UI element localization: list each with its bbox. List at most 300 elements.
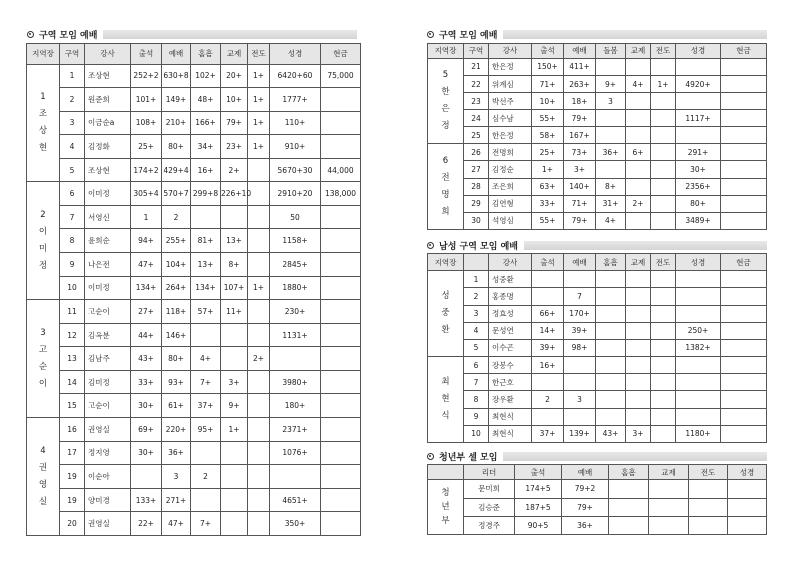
value-cell: 264+ [162, 276, 191, 300]
value-cell [248, 300, 270, 324]
value-cell: 16+ [191, 158, 221, 182]
value-cell [676, 391, 721, 408]
value-cell: 1+ [221, 418, 248, 442]
region-leader-char: 환 [441, 325, 450, 336]
value-cell: 3+ [564, 161, 596, 178]
value-cell [651, 425, 676, 442]
leader-name-cell: 김승준 [464, 498, 515, 516]
value-cell: 8+ [221, 253, 248, 277]
column-header: 현금 [721, 44, 767, 59]
column-header: 지역장 [428, 44, 464, 59]
value-cell: 250+ [676, 322, 721, 339]
teacher-name-cell: 고순이 [85, 394, 131, 418]
value-cell: 61+ [162, 394, 191, 418]
column-header: 출석 [532, 254, 564, 271]
column-header [464, 254, 489, 271]
table-row [27, 135, 361, 159]
value-cell: 6+ [626, 144, 651, 161]
group-number-cell: 2 [60, 88, 85, 112]
value-cell [651, 178, 676, 195]
group-number-cell: 27 [464, 161, 489, 178]
value-cell [609, 480, 649, 498]
value-cell [321, 300, 361, 324]
teacher-name-cell: 한근호 [489, 374, 532, 391]
region-leader-char: 한 [441, 87, 450, 98]
value-cell [676, 288, 721, 305]
region-leader-char: 미 [38, 243, 48, 254]
teacher-name-cell: 양미경 [85, 488, 131, 512]
teacher-name-cell: 조상현 [85, 158, 131, 182]
group-label-cell [428, 480, 464, 535]
value-cell [626, 161, 651, 178]
teacher-name-cell: 전명희 [489, 144, 532, 161]
value-cell: 18+ [564, 93, 596, 110]
column-header: 현금 [721, 254, 767, 271]
teacher-name-cell: 나은전 [85, 253, 131, 277]
column-header: 출석 [532, 44, 564, 59]
value-cell [676, 93, 721, 110]
region-leader-char: 전 [441, 172, 450, 183]
column-header: 강사 [489, 44, 532, 59]
value-cell: 48+ [191, 88, 221, 112]
group-number-cell: 6 [60, 182, 85, 206]
title-bar-decoration [103, 30, 357, 39]
value-cell [564, 408, 596, 425]
value-cell [626, 357, 651, 374]
table-row [428, 425, 767, 442]
value-cell: 31+ [596, 195, 626, 212]
value-cell: 80+ [162, 347, 191, 371]
column-header: 현금 [321, 44, 361, 65]
group-number-cell: 14 [60, 370, 85, 394]
group-number-cell: 2 [464, 288, 489, 305]
region-leader-cell [27, 300, 60, 418]
value-cell [248, 323, 270, 347]
value-cell [676, 305, 721, 322]
value-cell: 55+ [532, 110, 564, 127]
table-row [428, 288, 767, 305]
value-cell: 3980+ [270, 370, 321, 394]
value-cell [626, 271, 651, 288]
value-cell [596, 110, 626, 127]
column-header: 강사 [85, 44, 131, 65]
value-cell: 79+ [564, 212, 596, 229]
value-cell: 43+ [131, 347, 162, 371]
value-cell [221, 441, 248, 465]
region-leader-char: 성 [441, 291, 450, 302]
group-number-cell: 30 [464, 212, 489, 229]
value-cell: 108+ [131, 111, 162, 135]
teacher-name-cell: 고순이 [85, 300, 131, 324]
region-leader-char: 고 [38, 344, 48, 355]
right-top-section-header [427, 27, 767, 41]
value-cell: 305+4 [131, 182, 162, 206]
teacher-name-cell: 한은정 [489, 127, 532, 144]
value-cell [626, 212, 651, 229]
table-row [428, 374, 767, 391]
bullet-circle-icon [427, 242, 434, 249]
value-cell: 11+ [221, 300, 248, 324]
value-cell [321, 370, 361, 394]
table-row [27, 300, 361, 324]
teacher-name-cell: 김연형 [489, 195, 532, 212]
teacher-name-cell: 최현식 [489, 408, 532, 425]
value-cell: 133+ [131, 488, 162, 512]
value-cell [596, 305, 626, 322]
value-cell [221, 512, 248, 536]
region-leader-char: 권 [38, 462, 48, 473]
value-cell [596, 288, 626, 305]
value-cell: 37+ [191, 394, 221, 418]
value-cell [131, 465, 162, 489]
value-cell: 230+ [270, 300, 321, 324]
value-cell [191, 441, 221, 465]
header-row [428, 254, 767, 271]
value-cell: 30+ [131, 441, 162, 465]
value-cell [321, 323, 361, 347]
value-cell [649, 498, 689, 516]
leader-name-cell: 정경주 [464, 516, 515, 534]
value-cell: 174+2 [131, 158, 162, 182]
value-cell [721, 288, 767, 305]
value-cell: 1131+ [270, 323, 321, 347]
value-cell [321, 394, 361, 418]
value-cell [191, 488, 221, 512]
value-cell: 44+ [131, 323, 162, 347]
value-cell: 3489+ [676, 212, 721, 229]
table-row [428, 322, 767, 339]
value-cell [651, 127, 676, 144]
group-label-char: 부 [441, 516, 450, 527]
value-cell [721, 75, 767, 92]
value-cell [609, 498, 649, 516]
table-row [428, 391, 767, 408]
value-cell: 1076+ [270, 441, 321, 465]
left-table [26, 43, 361, 536]
column-header: 출석 [515, 465, 562, 480]
region-leader-char: 현 [441, 394, 450, 405]
value-cell [321, 205, 361, 229]
group-number-cell: 6 [464, 357, 489, 374]
table-row [27, 276, 361, 300]
value-cell: 71+ [532, 75, 564, 92]
teacher-name-cell: 김정화 [85, 135, 131, 159]
value-cell [676, 374, 721, 391]
teacher-name-cell: 원준희 [85, 88, 131, 112]
group-number-cell: 3 [464, 305, 489, 322]
value-cell [651, 195, 676, 212]
group-number-cell: 11 [60, 300, 85, 324]
value-cell: 1+ [651, 75, 676, 92]
value-cell: 140+ [564, 178, 596, 195]
value-cell [248, 394, 270, 418]
table-row [428, 195, 767, 212]
region-leader-char: 현 [38, 142, 48, 153]
group-number-cell: 16 [60, 418, 85, 442]
teacher-name-cell: 권영실 [85, 418, 131, 442]
value-cell: 101+ [131, 88, 162, 112]
teacher-name-cell: 조은희 [489, 178, 532, 195]
value-cell: 118+ [162, 300, 191, 324]
value-cell: 146+ [162, 323, 191, 347]
value-cell: 1+ [248, 111, 270, 135]
group-number-cell: 13 [60, 347, 85, 371]
teacher-name-cell: 문성연 [489, 322, 532, 339]
value-cell [626, 110, 651, 127]
value-cell [721, 195, 767, 212]
right-bottom-table [427, 464, 767, 535]
value-cell: 73+ [564, 144, 596, 161]
value-cell: 910+ [270, 135, 321, 159]
value-cell: 2 [191, 465, 221, 489]
column-header: 전도 [651, 254, 676, 271]
column-header: 출석 [131, 44, 162, 65]
table-row [428, 408, 767, 425]
group-label-char: 청 [441, 488, 450, 499]
value-cell [321, 418, 361, 442]
value-cell [728, 516, 767, 534]
right-top-section-title: 구역 모임 예배 [439, 30, 498, 41]
value-cell [676, 408, 721, 425]
value-cell: 4+ [596, 212, 626, 229]
value-cell: 47+ [131, 253, 162, 277]
group-number-cell: 8 [464, 391, 489, 408]
table-row [428, 144, 767, 161]
value-cell [596, 391, 626, 408]
region-leader-char: 은 [441, 104, 450, 115]
value-cell [270, 347, 321, 371]
value-cell: 79+ [562, 498, 609, 516]
value-cell: 80+ [162, 135, 191, 159]
value-cell: 79+ [221, 111, 248, 135]
value-cell [221, 347, 248, 371]
value-cell: 90+5 [515, 516, 562, 534]
teacher-name-cell: 김미정 [85, 370, 131, 394]
table-row [27, 370, 361, 394]
column-header: 교제 [649, 465, 689, 480]
region-leader-char: 조 [38, 108, 48, 119]
value-cell [721, 271, 767, 288]
value-cell [651, 357, 676, 374]
teacher-name-cell: 정효성 [489, 305, 532, 322]
value-cell [649, 480, 689, 498]
teacher-name-cell: 정지영 [85, 441, 131, 465]
value-cell: 43+ [596, 425, 626, 442]
teacher-name-cell: 한은정 [489, 58, 532, 75]
value-cell [221, 465, 248, 489]
region-leader-char: 중 [441, 308, 450, 319]
value-cell [721, 178, 767, 195]
value-cell [721, 127, 767, 144]
value-cell: 50 [270, 205, 321, 229]
group-number-cell: 26 [464, 144, 489, 161]
column-header [428, 465, 464, 480]
table-row [428, 498, 767, 516]
value-cell: 10+ [221, 88, 248, 112]
table-row [428, 161, 767, 178]
table-row [428, 110, 767, 127]
teacher-name-cell: 이미정 [85, 276, 131, 300]
value-cell: 1+ [532, 161, 564, 178]
column-header: 예배 [564, 254, 596, 271]
column-header: 홈흠 [596, 254, 626, 271]
region-leader-char: 4 [40, 445, 46, 456]
teacher-name-cell: 위계심 [489, 75, 532, 92]
value-cell: 66+ [532, 305, 564, 322]
value-cell: 81+ [191, 229, 221, 253]
value-cell: 4+ [626, 75, 651, 92]
value-cell [248, 205, 270, 229]
value-cell: 2 [162, 205, 191, 229]
value-cell: 36+ [162, 441, 191, 465]
group-number-cell: 17 [60, 441, 85, 465]
group-label-char: 년 [441, 502, 450, 513]
value-cell [676, 127, 721, 144]
table-row [428, 305, 767, 322]
value-cell: 25+ [131, 135, 162, 159]
column-header: 지역장 [428, 254, 464, 271]
group-number-cell: 7 [60, 205, 85, 229]
title-bar-decoration [503, 30, 767, 39]
table-row [27, 229, 361, 253]
value-cell [651, 408, 676, 425]
value-cell [321, 465, 361, 489]
value-cell: 2+ [626, 195, 651, 212]
value-cell [651, 144, 676, 161]
table-row [428, 178, 767, 195]
value-cell: 104+ [162, 253, 191, 277]
value-cell: 180+ [270, 394, 321, 418]
value-cell [596, 127, 626, 144]
value-cell [321, 229, 361, 253]
table-row [27, 323, 361, 347]
value-cell: 7+ [191, 512, 221, 536]
group-number-cell: 23 [464, 93, 489, 110]
value-cell: 2910+20 [270, 182, 321, 206]
group-number-cell: 10 [464, 425, 489, 442]
leader-name-cell: 문미희 [464, 480, 515, 498]
value-cell [248, 465, 270, 489]
value-cell [248, 370, 270, 394]
value-cell [626, 305, 651, 322]
group-number-cell: 21 [464, 58, 489, 75]
value-cell [626, 127, 651, 144]
value-cell [721, 322, 767, 339]
value-cell [721, 374, 767, 391]
table-row [27, 88, 361, 112]
value-cell: 3 [596, 93, 626, 110]
region-leader-char: 영 [38, 479, 48, 490]
value-cell: 170+ [564, 305, 596, 322]
right-bottom-section-header [427, 449, 767, 463]
value-cell [626, 391, 651, 408]
table-row [27, 394, 361, 418]
header-row [428, 44, 767, 59]
value-cell: 1+ [248, 88, 270, 112]
value-cell [191, 205, 221, 229]
group-number-cell: 19 [60, 465, 85, 489]
value-cell: 37+ [532, 425, 564, 442]
value-cell [721, 212, 767, 229]
column-header: 돌봄 [596, 44, 626, 59]
value-cell: 2 [532, 391, 564, 408]
value-cell [651, 305, 676, 322]
value-cell [728, 480, 767, 498]
column-header: 교제 [626, 44, 651, 59]
value-cell: 16+ [532, 357, 564, 374]
value-cell [651, 322, 676, 339]
region-leader-cell [428, 144, 464, 230]
teacher-name-cell: 석영심 [489, 212, 532, 229]
region-leader-cell [27, 182, 60, 300]
value-cell [721, 161, 767, 178]
value-cell: 63+ [532, 178, 564, 195]
header-row [27, 44, 361, 65]
value-cell [596, 58, 626, 75]
group-number-cell: 8 [60, 229, 85, 253]
value-cell [596, 357, 626, 374]
value-cell: 23+ [221, 135, 248, 159]
value-cell [721, 425, 767, 442]
value-cell: 33+ [532, 195, 564, 212]
value-cell [248, 253, 270, 277]
column-header: 홈흠 [191, 44, 221, 65]
region-leader-cell [27, 418, 60, 536]
region-leader-cell [428, 271, 464, 357]
group-number-cell: 15 [60, 394, 85, 418]
value-cell: 255+ [162, 229, 191, 253]
value-cell [609, 516, 649, 534]
value-cell [564, 271, 596, 288]
region-leader-char: 이 [38, 226, 48, 237]
value-cell [651, 391, 676, 408]
value-cell: 149+ [162, 88, 191, 112]
column-header: 성경 [728, 465, 767, 480]
teacher-name-cell: 권영실 [85, 512, 131, 536]
value-cell: 2+ [248, 347, 270, 371]
group-number-cell: 1 [464, 271, 489, 288]
group-number-cell: 4 [464, 322, 489, 339]
value-cell: 1+ [248, 276, 270, 300]
teacher-name-cell: 이수곤 [489, 339, 532, 356]
value-cell [321, 253, 361, 277]
header-row [428, 465, 767, 480]
value-cell: 13+ [191, 253, 221, 277]
value-cell [651, 58, 676, 75]
value-cell: 1158+ [270, 229, 321, 253]
group-number-cell: 5 [464, 339, 489, 356]
value-cell [532, 288, 564, 305]
value-cell: 95+ [191, 418, 221, 442]
group-number-cell: 1 [60, 64, 85, 88]
table-row [27, 465, 361, 489]
table-row [27, 488, 361, 512]
column-header: 강사 [489, 254, 532, 271]
column-header: 예배 [162, 44, 191, 65]
value-cell [248, 418, 270, 442]
value-cell: 2356+ [676, 178, 721, 195]
value-cell: 80+ [676, 195, 721, 212]
value-cell: 30+ [676, 161, 721, 178]
value-cell: 47+ [162, 512, 191, 536]
value-cell [626, 288, 651, 305]
table-row [27, 347, 361, 371]
column-header: 구역 [464, 44, 489, 59]
value-cell [626, 339, 651, 356]
column-header: 전도 [689, 465, 728, 480]
table-row [27, 441, 361, 465]
group-number-cell: 25 [464, 127, 489, 144]
